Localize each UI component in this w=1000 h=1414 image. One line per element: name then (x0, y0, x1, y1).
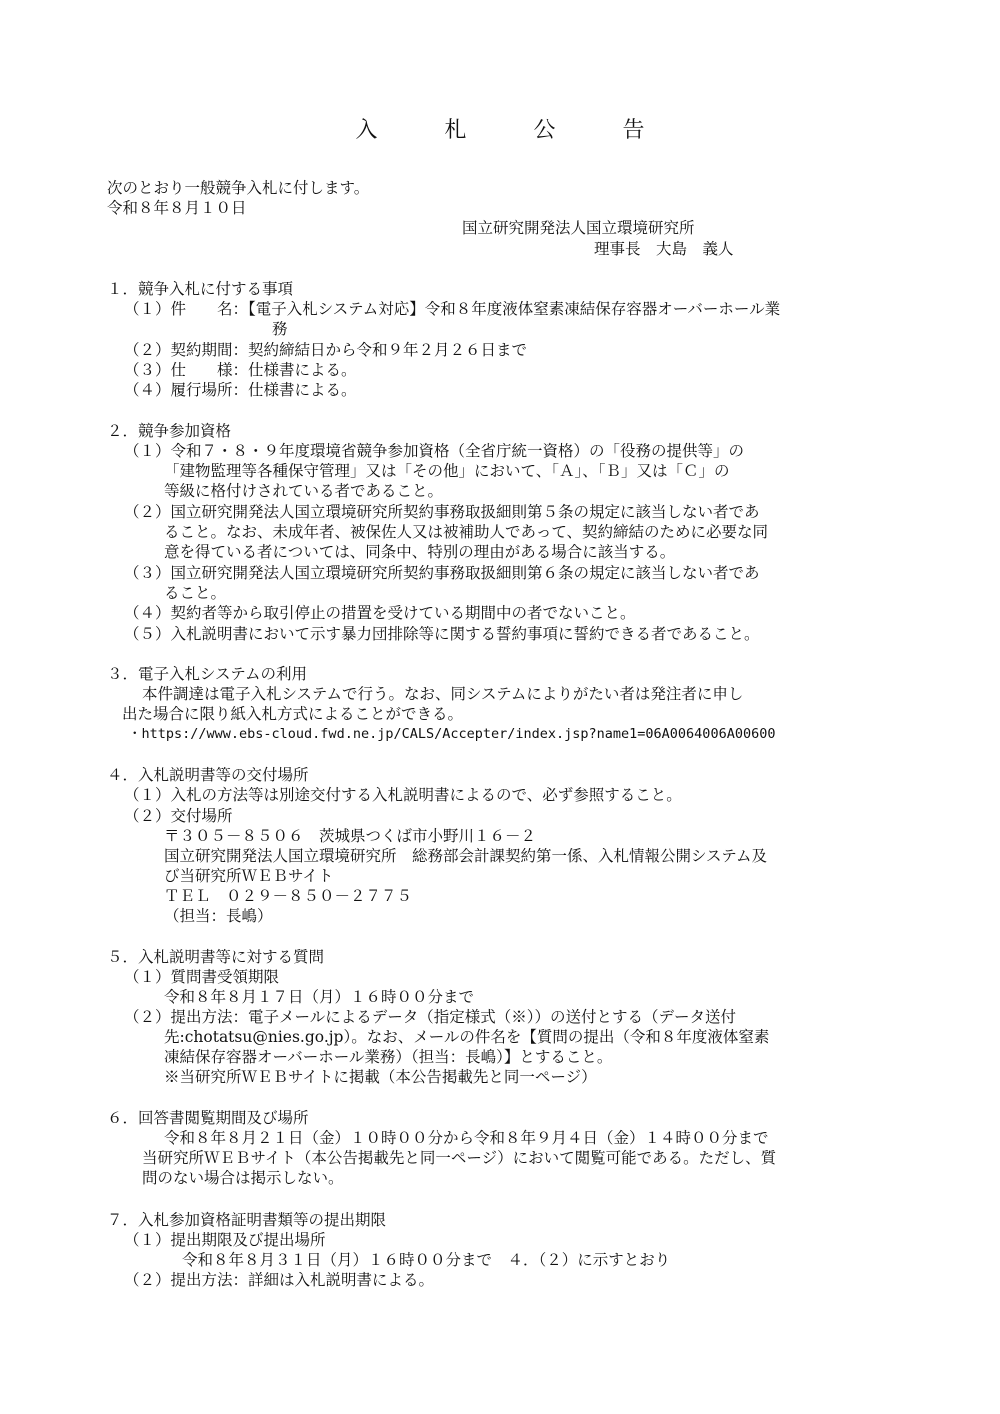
section-3-heading: ３．電子入札システムの利用 (107, 665, 307, 683)
s1-item-2: （２）契約期間：契約締結日から令和９年２月２６日まで (124, 341, 528, 359)
s2-item-2-cont: ること。なお、未成年者、被保佐人又は被補助人であって、契約締結のために必要な同 (164, 523, 769, 541)
issuer-person: 理事長 大島 義人 (594, 240, 734, 258)
s2-item-3-cont: ること。 (164, 584, 227, 602)
s3-paragraph: 本件調達は電子入札システムで行う。なお、同システムによりがたい者は発注者に申し (142, 685, 744, 703)
s1-item-1: （１）件 名：【電子入札システム対応】令和８年度液体窒素凍結保存容器オーバーホール業 (124, 300, 781, 318)
s4-contact: （担当：長嶋） (164, 907, 273, 925)
s7-item-2: （２）提出方法：詳細は入札説明書による。 (124, 1271, 435, 1289)
s6-paragraph: 当研究所ＷＥＢサイト（本公告掲載先と同一ページ）において閲覧可能である。ただし、質 (142, 1149, 777, 1167)
s2-item-2-cont: 意を得ている者については、同条中、特別の理由がある場合に該当する。 (164, 543, 676, 561)
section-7-heading: ７．入札参加資格証明書類等の提出期限 (107, 1211, 387, 1229)
s5-deadline: 令和８年８月１７日（月）１６時００分まで (164, 988, 475, 1006)
s1-item-1-cont: 務 (272, 320, 288, 338)
s6-period: 令和８年８月２１日（金）１０時００分から令和８年９月４日（金）１４時００分まで (164, 1129, 769, 1147)
section-6-heading: ６．回答書閲覧期間及び場所 (107, 1109, 309, 1127)
s5-item-2-cont: 先:chotatsu@nies.go.jp）。なお、メールの件名を【質問の提出（令和８年度液体窒素 (164, 1028, 770, 1046)
s5-item-1: （１）質問書受領期限 (124, 968, 280, 986)
s7-deadline: 令和８年８月３１日（月）１６時００分まで ４．（２）に示すとおり (182, 1251, 671, 1269)
s4-tel: ＴＥＬ ０２９－８５０－２７７５ (164, 887, 413, 905)
s2-item-1-cont: 等級に格付けされている者であること。 (164, 482, 444, 500)
s2-item-1-cont: 「建物監理等各種保守管理」又は「その他」において、「Ａ」、「Ｂ」又は「Ｃ」の (164, 462, 730, 480)
s2-item-5: （５）入札説明書において示す暴力団排除等に関する誓約事項に誓約できる者であること。 (124, 625, 760, 643)
s1-item-3: （３）仕 様：仕様書による。 (124, 361, 357, 379)
s2-item-1: （１）令和７・８・９年度環境省競争参加資格（全省庁統一資格）の「役務の提供等」の (124, 442, 745, 460)
section-4-heading: ４．入札説明書等の交付場所 (107, 766, 309, 784)
section-1-heading: １．競争入札に付する事項 (107, 280, 294, 298)
s3-paragraph-cont: 出た場合に限り紙入札方式によることができる。 (122, 705, 464, 723)
s1-item-4: （４）履行場所：仕様書による。 (124, 381, 357, 399)
s4-item-2: （２）交付場所 (124, 807, 233, 825)
issuer-org: 国立研究開発法人国立環境研究所 (462, 219, 695, 237)
ebs-url-link[interactable]: ・https://www.ebs-cloud.fwd.ne.jp/CALS/Accepter/index.jsp?name1=06A0064006A00600 (128, 726, 776, 742)
s4-address: 〒３０５－８５０６ 茨城県つくば市小野川１６－２ (164, 827, 537, 845)
section-2-heading: ２．競争参加資格 (107, 422, 232, 440)
s4-org: 国立研究開発法人国立環境研究所 総務部会計課契約第一係、入札情報公開システム及 (164, 847, 767, 865)
s6-paragraph-cont: 問のない場合は掲示しない。 (142, 1169, 344, 1187)
s5-item-2-cont: 凍結保存容器オーバーホール業務）（担当：長嶋）】とすること。 (164, 1048, 613, 1066)
section-5-heading: ５．入札説明書等に対する質問 (107, 948, 325, 966)
s2-item-3: （３）国立研究開発法人国立環境研究所契約事務取扱細則第６条の規定に該当しない者であ (124, 564, 760, 582)
s2-item-2: （２）国立研究開発法人国立環境研究所契約事務取扱細則第５条の規定に該当しない者であ (124, 503, 760, 521)
s2-item-4: （４）契約者等から取引停止の措置を受けている期間中の者でないこと。 (124, 604, 636, 622)
page-title: 入 札 公 告 (355, 118, 675, 143)
s4-item-1: （１）入札の方法等は別途交付する入札説明書によるので、必ず参照すること。 (124, 786, 682, 804)
s5-note: ※当研究所ＷＥＢサイトに掲載（本公告掲載先と同一ページ） (164, 1068, 597, 1086)
s5-item-2: （２）提出方法：電子メールによるデータ（指定様式（※））の送付とする（データ送付 (124, 1008, 736, 1026)
s7-item-1: （１）提出期限及び提出場所 (124, 1231, 326, 1249)
notice-date: 令和８年８月１０日 (107, 199, 247, 217)
s4-org-cont: び当研究所ＷＥＢサイト (164, 867, 334, 885)
intro-text: 次のとおり一般競争入札に付します。 (107, 179, 370, 197)
